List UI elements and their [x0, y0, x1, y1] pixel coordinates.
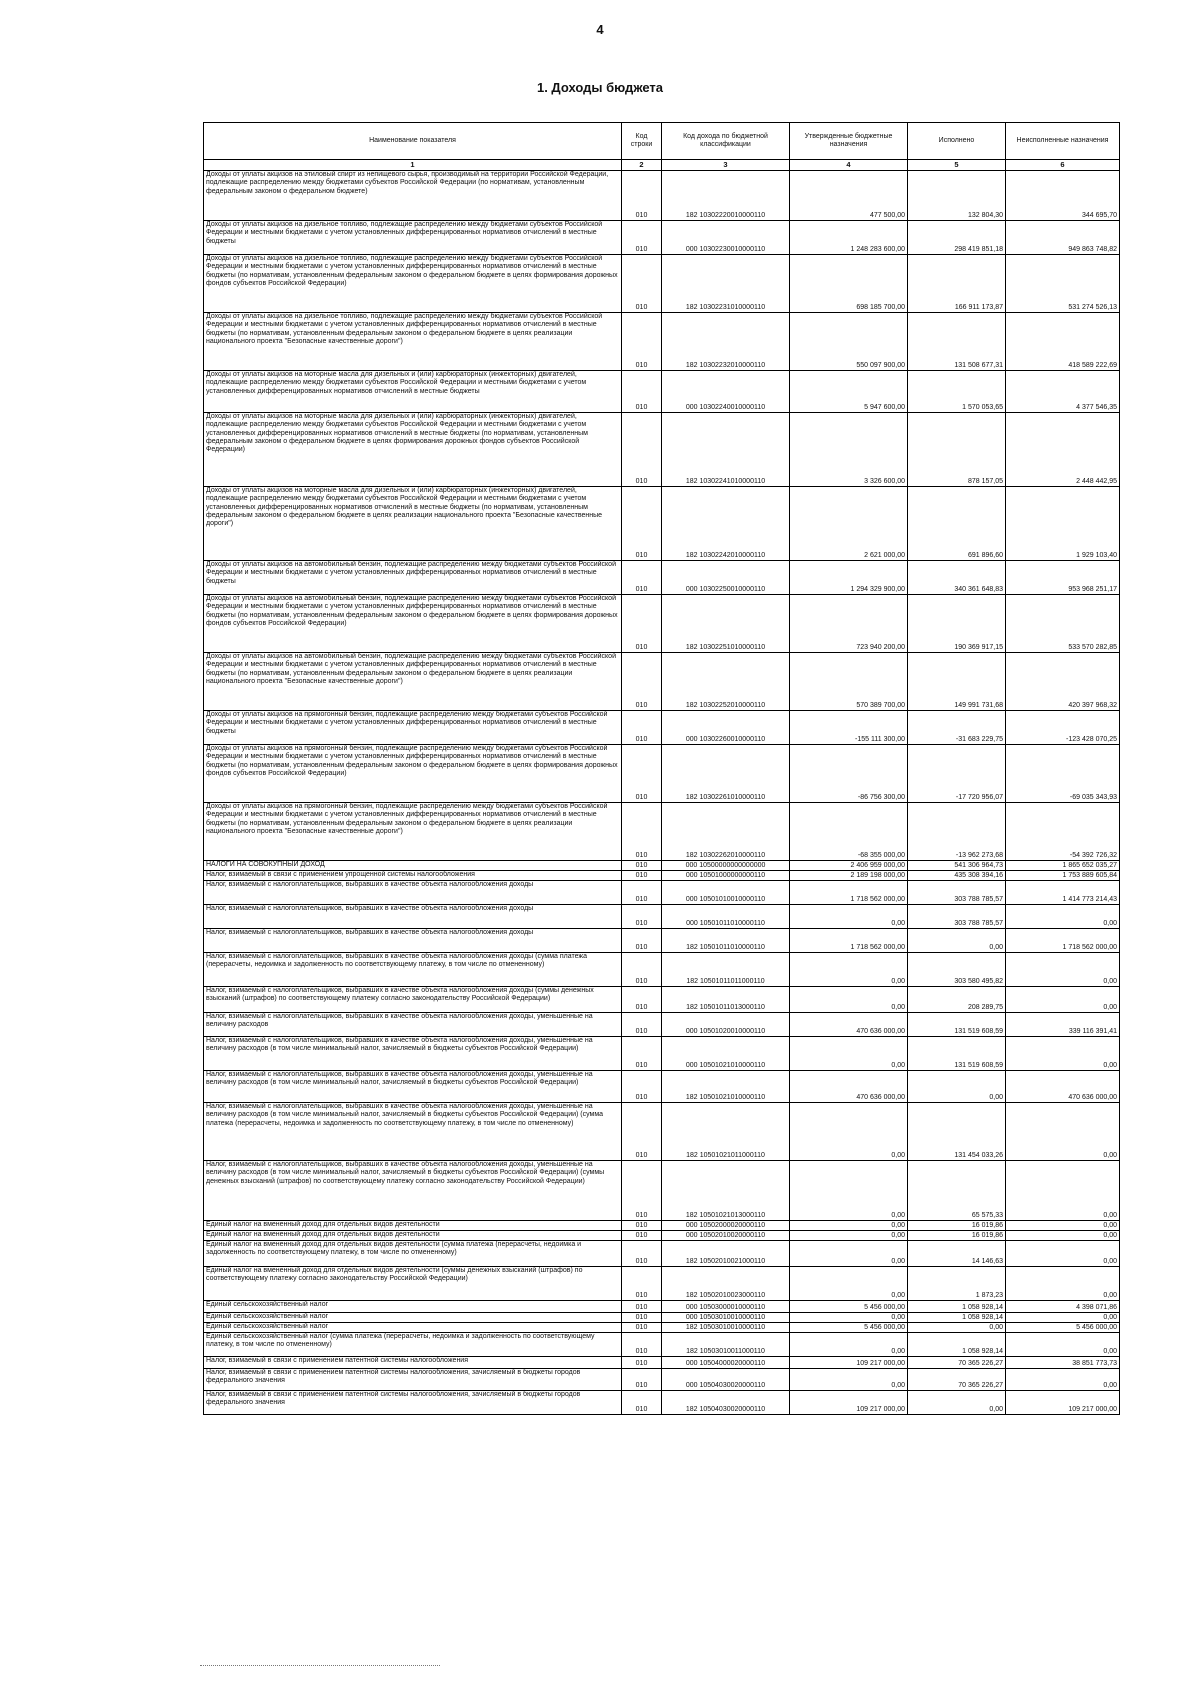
row-unexecuted: 109 217 000,00 — [1006, 1391, 1120, 1415]
table-row — [204, 171, 1120, 221]
row-income-code: 000 10302230010000110 — [662, 221, 790, 255]
row-approved: 1 718 562 000,00 — [790, 929, 908, 953]
row-name: Доходы от уплаты акцизов на моторные масла для дизельных и (или) карбюраторных (инжекторных) двигателей, подлежащие распределению между бюджетами субъектов Российской Федерации и местными бюджетами с учетом установленных дифференцированных нормативов отчислений в местные бюджеты (по нормативам, установленным федеральным законом о федеральном бюджете в целях формирования дорожных фондов субъектов Российской Федерации) — [204, 413, 622, 487]
row-code: 010 — [622, 1357, 662, 1369]
row-approved: 698 185 700,00 — [790, 255, 908, 313]
row-approved: 109 217 000,00 — [790, 1391, 908, 1415]
row-income-code: 182 10502010021000110 — [662, 1241, 790, 1267]
column-number-row — [204, 160, 1120, 171]
row-code: 010 — [622, 561, 662, 595]
row-income-code: 182 10302241010000110 — [662, 413, 790, 487]
row-executed: 1 058 928,14 — [908, 1301, 1006, 1313]
row-code: 010 — [622, 1231, 662, 1241]
table-row — [204, 1357, 1120, 1369]
row-code: 010 — [622, 953, 662, 987]
row-unexecuted: 0,00 — [1006, 987, 1120, 1013]
row-name: Доходы от уплаты акцизов на этиловый спирт из непищевого сырья, производимый на территории Российской Федерации, подлежащие распределению между бюджетами субъектов Российской Федерации (по нормативам, установленным федеральным законом о федеральном бюджете) — [204, 171, 622, 221]
row-income-code: 182 10501011013000110 — [662, 987, 790, 1013]
row-name: Доходы от уплаты акцизов на автомобильный бензин, подлежащие распределению между бюджетами субъектов Российской Федерации и местными бюджетами с учетом установленных дифференцированных нормативов отчислений в местные бюджеты (по нормативам, установленным федеральным законом о федеральном бюджете в целях реализации национального проекта "Безопасные качественные дороги") — [204, 653, 622, 711]
row-income-code: 182 10502010023000110 — [662, 1267, 790, 1301]
table-body — [204, 171, 1120, 1415]
row-code: 010 — [622, 1037, 662, 1071]
table-row — [204, 1037, 1120, 1071]
row-code: 010 — [622, 929, 662, 953]
row-unexecuted: 0,00 — [1006, 1333, 1120, 1357]
row-unexecuted: 5 456 000,00 — [1006, 1323, 1120, 1333]
row-code: 010 — [622, 1103, 662, 1161]
row-unexecuted: 2 448 442,95 — [1006, 413, 1120, 487]
row-unexecuted: 418 589 222,69 — [1006, 313, 1120, 371]
row-executed: 16 019,86 — [908, 1221, 1006, 1231]
row-unexecuted: 531 274 526,13 — [1006, 255, 1120, 313]
row-income-code: 182 10504030020000110 — [662, 1391, 790, 1415]
row-income-code: 000 10501011010000110 — [662, 905, 790, 929]
row-executed: 303 788 785,57 — [908, 905, 1006, 929]
row-executed: -31 683 229,75 — [908, 711, 1006, 745]
row-executed: 541 306 964,73 — [908, 861, 1006, 871]
row-code: 010 — [622, 861, 662, 871]
table-row — [204, 1391, 1120, 1415]
row-approved: 0,00 — [790, 1369, 908, 1391]
row-code: 010 — [622, 1369, 662, 1391]
row-executed: 303 580 495,82 — [908, 953, 1006, 987]
row-executed: 1 570 053,65 — [908, 371, 1006, 413]
row-approved: 723 940 200,00 — [790, 595, 908, 653]
row-unexecuted: 38 851 773,73 — [1006, 1357, 1120, 1369]
row-code: 010 — [622, 905, 662, 929]
row-approved: -155 111 300,00 — [790, 711, 908, 745]
table-row — [204, 1313, 1120, 1323]
row-code: 010 — [622, 1161, 662, 1221]
row-unexecuted: 1 929 103,40 — [1006, 487, 1120, 561]
row-code: 010 — [622, 413, 662, 487]
row-executed: 190 369 917,15 — [908, 595, 1006, 653]
row-code: 010 — [622, 221, 662, 255]
row-code: 010 — [622, 595, 662, 653]
row-executed: 132 804,30 — [908, 171, 1006, 221]
row-code: 010 — [622, 171, 662, 221]
row-income-code: 000 10504000020000110 — [662, 1357, 790, 1369]
row-approved: 477 500,00 — [790, 171, 908, 221]
row-unexecuted: 1 753 889 605,84 — [1006, 871, 1120, 881]
table-row — [204, 653, 1120, 711]
row-income-code: 000 10501000000000110 — [662, 871, 790, 881]
row-executed: 340 361 648,83 — [908, 561, 1006, 595]
row-income-code: 000 10502010020000110 — [662, 1231, 790, 1241]
row-executed: -17 720 956,07 — [908, 745, 1006, 803]
row-executed: 208 289,75 — [908, 987, 1006, 1013]
row-executed: 0,00 — [908, 1071, 1006, 1103]
row-income-code: 182 10302252010000110 — [662, 653, 790, 711]
row-income-code: 182 10501011010000110 — [662, 929, 790, 953]
row-name: Налог, взимаемый в связи с применением упрощенной системы налогообложения — [204, 871, 622, 881]
row-approved: 5 947 600,00 — [790, 371, 908, 413]
table-row — [204, 1221, 1120, 1231]
row-executed: 70 365 226,27 — [908, 1369, 1006, 1391]
row-approved: 0,00 — [790, 1231, 908, 1241]
row-approved: 109 217 000,00 — [790, 1357, 908, 1369]
table-row — [204, 711, 1120, 745]
row-name: Доходы от уплаты акцизов на моторные масла для дизельных и (или) карбюраторных (инжекторных) двигателей, подлежащие распределению между бюджетами субъектов Российской Федерации и местными бюджетами с учетом установленных дифференцированных нормативов отчислений в местные бюджеты (по нормативам, установленным федеральным законом о федеральном бюджете в целях реализации национального проекта "Безопасные качественные дороги") — [204, 487, 622, 561]
row-unexecuted: 470 636 000,00 — [1006, 1071, 1120, 1103]
row-income-code: 182 10501021013000110 — [662, 1161, 790, 1221]
row-unexecuted: 4 398 071,86 — [1006, 1301, 1120, 1313]
row-unexecuted: 1 414 773 214,43 — [1006, 881, 1120, 905]
table-row — [204, 803, 1120, 861]
row-income-code: 182 10503010011000110 — [662, 1333, 790, 1357]
row-code: 010 — [622, 1301, 662, 1313]
row-approved: 0,00 — [790, 1037, 908, 1071]
row-executed: 131 508 677,31 — [908, 313, 1006, 371]
row-approved: 0,00 — [790, 1267, 908, 1301]
row-unexecuted: 0,00 — [1006, 1161, 1120, 1221]
row-unexecuted: 0,00 — [1006, 1103, 1120, 1161]
row-name: Единый сельскохозяйственный налог — [204, 1323, 622, 1333]
row-approved: 0,00 — [790, 1241, 908, 1267]
row-executed: 131 454 033,26 — [908, 1103, 1006, 1161]
row-executed: 14 146,63 — [908, 1241, 1006, 1267]
row-name: Доходы от уплаты акцизов на дизельное топливо, подлежащие распределению между бюджетами субъектов Российской Федерации и местными бюджетами с учетом установленных дифференцированных нормативов отчислений в местные бюджеты (по нормативам, установленным федеральным законом о федеральном бюджете в целях реализации национального проекта "Безопасные качественные дороги") — [204, 313, 622, 371]
header-indicator-name: Наименование показателя — [204, 123, 622, 160]
row-name: Единый налог на вмененный доход для отдельных видов деятельности — [204, 1221, 622, 1231]
table-row — [204, 313, 1120, 371]
table-row — [204, 1231, 1120, 1241]
table-row — [204, 1333, 1120, 1357]
row-unexecuted: -123 428 070,25 — [1006, 711, 1120, 745]
row-code: 010 — [622, 745, 662, 803]
header-income-code: Код дохода по бюджетной классификации — [662, 123, 790, 160]
table-row — [204, 413, 1120, 487]
row-name: Доходы от уплаты акцизов на автомобильный бензин, подлежащие распределению между бюджетами субъектов Российской Федерации и местными бюджетами с учетом установленных дифференцированных нормативов отчислений в местные бюджеты (по нормативам, установленным федеральным законом о федеральном бюджете в целях формирования дорожных фондов субъектов Российской Федерации) — [204, 595, 622, 653]
row-approved: -68 355 000,00 — [790, 803, 908, 861]
column-number: 4 — [790, 160, 908, 171]
row-name: Налог, взимаемый в связи с применением патентной системы налогообложения, зачисляемый в бюджеты городов федерального значения — [204, 1391, 622, 1415]
row-code: 010 — [622, 255, 662, 313]
header-row-code: Код строки — [622, 123, 662, 160]
row-name: Доходы от уплаты акцизов на дизельное топливо, подлежащие распределению между бюджетами субъектов Российской Федерации и местными бюджетами с учетом установленных дифференцированных нормативов отчислений в местные бюджеты (по нормативам, установленным федеральным законом о федеральном бюджете в целях формирования дорожных фондов субъектов Российской Федерации) — [204, 255, 622, 313]
row-name: Налог, взимаемый с налогоплательщиков, выбравших в качестве объекта налогообложения доходы, уменьшенные на величину расходов (в том числе минимальный налог, зачисляемый в бюджеты субъектов Российской Федерации) — [204, 1071, 622, 1103]
row-code: 010 — [622, 881, 662, 905]
row-executed: 16 019,86 — [908, 1231, 1006, 1241]
row-executed: 298 419 851,18 — [908, 221, 1006, 255]
footer-divider — [200, 1665, 440, 1666]
row-income-code: 000 10501020010000110 — [662, 1013, 790, 1037]
row-name: Единый налог на вмененный доход для отдельных видов деятельности — [204, 1231, 622, 1241]
row-executed: 166 911 173,87 — [908, 255, 1006, 313]
row-name: Единый налог на вмененный доход для отдельных видов деятельности (сумма платежа (перерасчеты, недоимка и задолженность по соответствующему платежу, в том числе по отмененному) — [204, 1241, 622, 1267]
row-executed: 131 519 608,59 — [908, 1013, 1006, 1037]
header-executed: Исполнено — [908, 123, 1006, 160]
row-approved: 1 248 283 600,00 — [790, 221, 908, 255]
row-executed: 303 788 785,57 — [908, 881, 1006, 905]
table-row — [204, 929, 1120, 953]
row-code: 010 — [622, 487, 662, 561]
row-name: Доходы от уплаты акцизов на прямогонный бензин, подлежащие распределению между бюджетами субъектов Российской Федерации и местными бюджетами с учетом установленных дифференцированных нормативов отчислений в местные бюджеты — [204, 711, 622, 745]
column-number: 5 — [908, 160, 1006, 171]
row-code: 010 — [622, 313, 662, 371]
row-executed: -13 962 273,68 — [908, 803, 1006, 861]
row-approved: 0,00 — [790, 1161, 908, 1221]
row-name: Доходы от уплаты акцизов на дизельное топливо, подлежащие распределению между бюджетами субъектов Российской Федерации и местными бюджетами с учетом установленных дифференцированных нормативов отчислений в местные бюджеты — [204, 221, 622, 255]
row-approved: 0,00 — [790, 1313, 908, 1323]
row-income-code: 182 10302231010000110 — [662, 255, 790, 313]
row-unexecuted: 0,00 — [1006, 953, 1120, 987]
row-name: Единый сельскохозяйственный налог — [204, 1313, 622, 1323]
row-approved: 0,00 — [790, 953, 908, 987]
row-name: Доходы от уплаты акцизов на моторные масла для дизельных и (или) карбюраторных (инжекторных) двигателей, подлежащие распределению между бюджетами субъектов Российской Федерации и местными бюджетами с учетом установленных дифференцированных нормативов отчислений в местные бюджеты — [204, 371, 622, 413]
row-income-code: 182 10302220010000110 — [662, 171, 790, 221]
table-row — [204, 1013, 1120, 1037]
row-approved: 0,00 — [790, 1221, 908, 1231]
table-row — [204, 1241, 1120, 1267]
row-code: 010 — [622, 1391, 662, 1415]
row-income-code: 182 10503010010000110 — [662, 1323, 790, 1333]
row-approved: 570 389 700,00 — [790, 653, 908, 711]
table-row — [204, 1323, 1120, 1333]
row-name: Налог, взимаемый с налогоплательщиков, выбравших в качестве объекта налогообложения доходы, уменьшенные на величину расходов (в том числе минимальный налог, зачисляемый в бюджеты субъектов Российской Федерации) (суммы денежных взысканий (штрафов) по соответствующему платежу согласно законодательству Российской Федерации) — [204, 1161, 622, 1221]
row-code: 010 — [622, 1313, 662, 1323]
page-number: 4 — [596, 22, 604, 37]
row-name: Доходы от уплаты акцизов на автомобильный бензин, подлежащие распределению между бюджетами субъектов Российской Федерации и местными бюджетами с учетом установленных дифференцированных нормативов отчислений в местные бюджеты — [204, 561, 622, 595]
row-name: Доходы от уплаты акцизов на прямогонный бензин, подлежащие распределению между бюджетами субъектов Российской Федерации и местными бюджетами с учетом установленных дифференцированных нормативов отчислений в местные бюджеты (по нормативам, установленным федеральным законом о федеральном бюджете в целях реализации национального проекта "Безопасные качественные дороги") — [204, 803, 622, 861]
row-approved: -86 756 300,00 — [790, 745, 908, 803]
row-approved: 2 189 198 000,00 — [790, 871, 908, 881]
row-name: Налог, взимаемый с налогоплательщиков, выбравших в качестве объекта налогообложения доходы, уменьшенные на величину расходов (в том числе минимальный налог, зачисляемый в бюджеты субъектов Российской Федерации) — [204, 1037, 622, 1071]
row-income-code: 182 10302242010000110 — [662, 487, 790, 561]
row-unexecuted: 1 865 652 035,27 — [1006, 861, 1120, 871]
table-row — [204, 871, 1120, 881]
table-row — [204, 745, 1120, 803]
row-name: Доходы от уплаты акцизов на прямогонный бензин, подлежащие распределению между бюджетами субъектов Российской Федерации и местными бюджетами с учетом установленных дифференцированных нормативов отчислений в местные бюджеты (по нормативам, установленным федеральным законом о федеральном бюджете в целях формирования дорожных фондов субъектов Российской Федерации) — [204, 745, 622, 803]
row-unexecuted: 1 718 562 000,00 — [1006, 929, 1120, 953]
row-name: Налог, взимаемый с налогоплательщиков, выбравших в качестве объекта налогообложения доходы — [204, 881, 622, 905]
row-executed: 691 896,60 — [908, 487, 1006, 561]
table-row — [204, 1161, 1120, 1221]
row-unexecuted: -69 035 343,93 — [1006, 745, 1120, 803]
row-income-code: 182 10302251010000110 — [662, 595, 790, 653]
row-unexecuted: 0,00 — [1006, 1037, 1120, 1071]
row-unexecuted: 0,00 — [1006, 1231, 1120, 1241]
row-executed: 0,00 — [908, 929, 1006, 953]
row-unexecuted: 0,00 — [1006, 1221, 1120, 1231]
table-row — [204, 881, 1120, 905]
row-unexecuted: 0,00 — [1006, 1267, 1120, 1301]
row-approved: 3 326 600,00 — [790, 413, 908, 487]
row-name: Единый налог на вмененный доход для отдельных видов деятельности (суммы денежных взысканий (штрафов) по соответствующему платежу согласно законодательству Российской Федерации) — [204, 1267, 622, 1301]
column-number: 6 — [1006, 160, 1120, 171]
row-code: 010 — [622, 711, 662, 745]
row-unexecuted: 344 695,70 — [1006, 171, 1120, 221]
page-title: 1. Доходы бюджета — [536, 80, 664, 95]
row-approved: 470 636 000,00 — [790, 1071, 908, 1103]
row-executed: 131 519 608,59 — [908, 1037, 1006, 1071]
column-number: 1 — [204, 160, 622, 171]
row-income-code: 182 10501021010000110 — [662, 1071, 790, 1103]
row-executed: 878 157,05 — [908, 413, 1006, 487]
table-row — [204, 1369, 1120, 1391]
row-executed: 65 575,33 — [908, 1161, 1006, 1221]
table-row — [204, 561, 1120, 595]
row-unexecuted: 533 570 282,85 — [1006, 595, 1120, 653]
table-row — [204, 595, 1120, 653]
table-row — [204, 905, 1120, 929]
row-approved: 2 406 959 000,00 — [790, 861, 908, 871]
row-code: 010 — [622, 1323, 662, 1333]
row-approved: 470 636 000,00 — [790, 1013, 908, 1037]
row-executed: 1 873,23 — [908, 1267, 1006, 1301]
row-approved: 0,00 — [790, 905, 908, 929]
row-executed: 149 991 731,68 — [908, 653, 1006, 711]
row-unexecuted: -54 392 726,32 — [1006, 803, 1120, 861]
row-income-code: 000 10302260010000110 — [662, 711, 790, 745]
table-header-row — [204, 123, 1120, 160]
row-approved: 1 718 562 000,00 — [790, 881, 908, 905]
row-approved: 1 294 329 900,00 — [790, 561, 908, 595]
row-approved: 0,00 — [790, 1333, 908, 1357]
row-income-code: 000 10503010010000110 — [662, 1313, 790, 1323]
row-code: 010 — [622, 371, 662, 413]
row-income-code: 182 10302232010000110 — [662, 313, 790, 371]
row-name: Налог, взимаемый с налогоплательщиков, выбравших в качестве объекта налогообложения доходы, уменьшенные на величину расходов — [204, 1013, 622, 1037]
table-row — [204, 1267, 1120, 1301]
row-executed: 1 058 928,14 — [908, 1313, 1006, 1323]
row-income-code: 000 10302240010000110 — [662, 371, 790, 413]
table-row — [204, 1071, 1120, 1103]
row-income-code: 182 10501021011000110 — [662, 1103, 790, 1161]
row-income-code: 000 10502000020000110 — [662, 1221, 790, 1231]
row-name: Единый сельскохозяйственный налог (сумма платежа (перерасчеты, недоимка и задолженность по соответствующему платежу, в том числе по отмененному) — [204, 1333, 622, 1357]
table-row — [204, 953, 1120, 987]
row-name: Налог, взимаемый с налогоплательщиков, выбравших в качестве объекта налогообложения доходы (сумма платежа (перерасчеты, недоимка и задолженность по соответствующему платежу, в том числе по отмененному) — [204, 953, 622, 987]
row-name: Единый сельскохозяйственный налог — [204, 1301, 622, 1313]
row-name: Налог, взимаемый с налогоплательщиков, выбравших в качестве объекта налогообложения доходы — [204, 905, 622, 929]
row-code: 010 — [622, 653, 662, 711]
row-unexecuted: 4 377 546,35 — [1006, 371, 1120, 413]
row-executed: 0,00 — [908, 1391, 1006, 1415]
row-name: Налог, взимаемый с налогоплательщиков, выбравших в качестве объекта налогообложения доходы (суммы денежных взысканий (штрафов) по соответствующему платежу согласно законодательству Российской Федерации) — [204, 987, 622, 1013]
row-income-code: 000 10504030020000110 — [662, 1369, 790, 1391]
row-code: 010 — [622, 871, 662, 881]
row-name: Налог, взимаемый с налогоплательщиков, выбравших в качестве объекта налогообложения доходы, уменьшенные на величину расходов (в том числе минимальный налог, зачисляемый в бюджеты субъектов Российской Федерации) (сумма платежа (перерасчеты, недоимка и задолженность по соответствующему платежу, в том числе по отмененному) — [204, 1103, 622, 1161]
row-unexecuted: 420 397 968,32 — [1006, 653, 1120, 711]
row-approved: 5 456 000,00 — [790, 1323, 908, 1333]
row-name: Налог, взимаемый в связи с применением патентной системы налогообложения, зачисляемый в бюджеты городов федерального значения — [204, 1369, 622, 1391]
table-row — [204, 861, 1120, 871]
row-approved: 5 456 000,00 — [790, 1301, 908, 1313]
row-executed: 70 365 226,27 — [908, 1357, 1006, 1369]
row-income-code: 182 10501011011000110 — [662, 953, 790, 987]
row-code: 010 — [622, 1241, 662, 1267]
table-row — [204, 987, 1120, 1013]
table-row — [204, 1103, 1120, 1161]
row-code: 010 — [622, 1267, 662, 1301]
row-name: Налог, взимаемый с налогоплательщиков, выбравших в качестве объекта налогообложения доходы — [204, 929, 622, 953]
row-unexecuted: 0,00 — [1006, 1369, 1120, 1391]
column-number: 2 — [622, 160, 662, 171]
row-income-code: 182 10302262010000110 — [662, 803, 790, 861]
table-row — [204, 371, 1120, 413]
row-unexecuted: 953 968 251,17 — [1006, 561, 1120, 595]
row-income-code: 000 10503000010000110 — [662, 1301, 790, 1313]
column-number: 3 — [662, 160, 790, 171]
header-unexecuted: Неисполненные назначения — [1006, 123, 1120, 160]
table-row — [204, 1301, 1120, 1313]
header-approved: Утвержденные бюджетные назначения — [790, 123, 908, 160]
row-code: 010 — [622, 1013, 662, 1037]
row-approved: 550 097 900,00 — [790, 313, 908, 371]
row-approved: 2 621 000,00 — [790, 487, 908, 561]
row-name: Налог, взимаемый в связи с применением патентной системы налогообложения — [204, 1357, 622, 1369]
row-approved: 0,00 — [790, 987, 908, 1013]
row-executed: 0,00 — [908, 1323, 1006, 1333]
row-name: НАЛОГИ НА СОВОКУПНЫЙ ДОХОД — [204, 861, 622, 871]
row-income-code: 182 10302261010000110 — [662, 745, 790, 803]
row-income-code: 000 10501010010000110 — [662, 881, 790, 905]
revenue-table — [203, 122, 1120, 1415]
row-income-code: 000 10302250010000110 — [662, 561, 790, 595]
row-executed: 1 058 928,14 — [908, 1333, 1006, 1357]
row-unexecuted: 0,00 — [1006, 1313, 1120, 1323]
table-row — [204, 487, 1120, 561]
row-executed: 435 308 394,16 — [908, 871, 1006, 881]
row-code: 010 — [622, 987, 662, 1013]
row-income-code: 000 10501021010000110 — [662, 1037, 790, 1071]
row-code: 010 — [622, 1071, 662, 1103]
row-unexecuted: 0,00 — [1006, 1241, 1120, 1267]
row-code: 010 — [622, 1333, 662, 1357]
row-unexecuted: 0,00 — [1006, 905, 1120, 929]
row-code: 010 — [622, 803, 662, 861]
row-income-code: 000 10500000000000000 — [662, 861, 790, 871]
table-row — [204, 255, 1120, 313]
row-unexecuted: 949 863 748,82 — [1006, 221, 1120, 255]
table-row — [204, 221, 1120, 255]
row-unexecuted: 339 116 391,41 — [1006, 1013, 1120, 1037]
row-code: 010 — [622, 1221, 662, 1231]
row-approved: 0,00 — [790, 1103, 908, 1161]
